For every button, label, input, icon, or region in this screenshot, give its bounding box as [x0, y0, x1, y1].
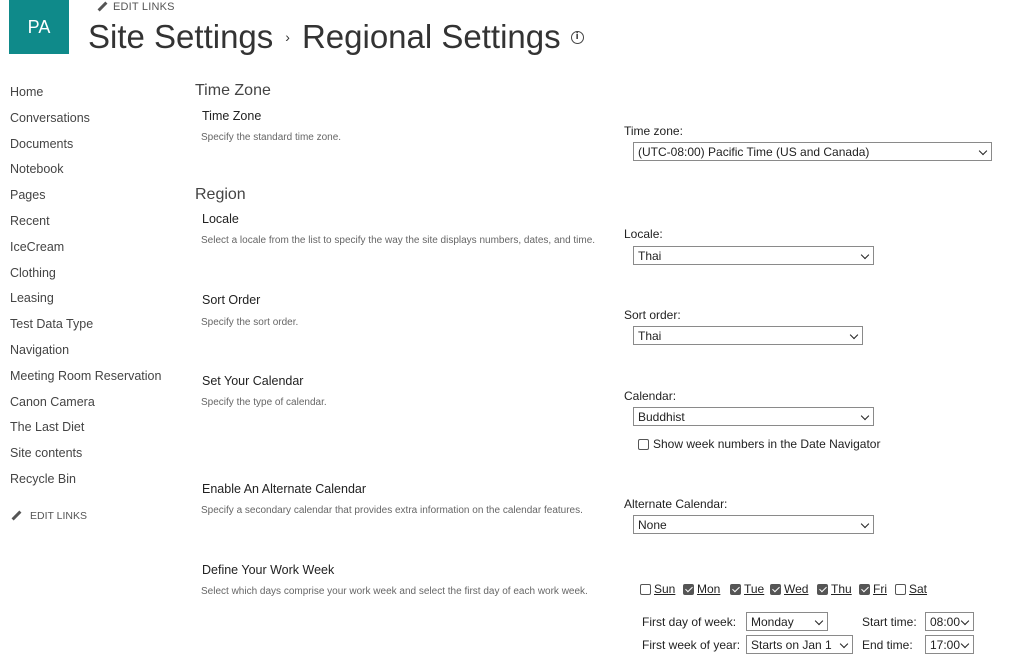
start-time-value: 08:00 — [930, 615, 961, 629]
time-zone-description: Specify the standard time zone. — [201, 132, 342, 143]
chevron-down-icon — [961, 617, 969, 625]
sidebar-item-notebook[interactable]: Notebook — [10, 162, 64, 177]
day-checkbox-tue[interactable] — [730, 584, 741, 595]
sort-order-value: Thai — [638, 329, 662, 343]
chevron-down-icon — [861, 251, 869, 259]
page-title: Regional Settings — [301, 18, 561, 55]
time-zone-section-heading: Time Zone — [195, 82, 271, 99]
work-week-title: Define Your Work Week — [202, 563, 335, 577]
sidebar-item-site-contents[interactable]: Site contents — [10, 446, 83, 461]
breadcrumb — [88, 18, 584, 56]
site-logo[interactable]: PA — [9, 0, 69, 54]
day-option-tue[interactable] — [730, 582, 764, 596]
info-icon[interactable]: i — [571, 31, 584, 44]
sidebar-item-leasing[interactable]: Leasing — [10, 291, 54, 306]
start-time-select[interactable] — [925, 612, 974, 631]
calendar-label: Calendar: — [624, 389, 677, 403]
day-option-wed[interactable] — [770, 582, 808, 596]
sidebar-item-icecream[interactable]: IceCream — [10, 239, 65, 254]
day-option-mon[interactable] — [683, 582, 720, 596]
sort-order-label: Sort order: — [624, 308, 681, 322]
week-numbers-checkbox[interactable] — [638, 439, 649, 450]
chevron-down-icon — [861, 412, 869, 420]
sidebar-item-conversations[interactable]: Conversations — [10, 110, 90, 125]
day-option-sun[interactable] — [640, 582, 675, 596]
time-zone-label: Time zone: — [624, 124, 683, 138]
day-option-fri[interactable] — [859, 582, 887, 596]
sidebar-item-pages[interactable]: Pages — [10, 188, 46, 203]
sidebar-item-clothing[interactable]: Clothing — [10, 265, 56, 280]
chevron-down-icon — [850, 331, 858, 339]
sidebar-item-canon-camera[interactable]: Canon Camera — [10, 394, 95, 409]
chevron-down-icon — [815, 617, 823, 625]
first-week-value: Starts on Jan 1 — [751, 638, 832, 652]
chevron-down-icon — [961, 640, 969, 648]
locale-label: Locale: — [624, 227, 663, 241]
work-week-description: Select which days comprise your work week and select the first day of each work week. — [201, 586, 588, 597]
alt-calendar-description: Specify a secondary calendar that provides extra information on the calendar features. — [201, 505, 583, 516]
pencil-icon — [12, 511, 22, 521]
start-time-label: Start time: — [862, 615, 917, 629]
day-label-sun: Sun — [654, 582, 676, 596]
day-label-sat: Sat — [909, 582, 928, 596]
time-zone-select[interactable] — [633, 142, 992, 161]
day-option-thu[interactable] — [817, 582, 852, 596]
sort-order-description: Specify the sort order. — [201, 317, 299, 328]
sidebar-item-documents[interactable]: Documents — [10, 136, 74, 151]
chevron-down-icon — [979, 147, 987, 155]
day-label-wed: Wed — [784, 582, 809, 596]
sidebar-item-meeting-room-reservation[interactable]: Meeting Room Reservation — [10, 368, 162, 383]
day-label-mon: Mon — [697, 582, 721, 596]
first-day-value: Monday — [751, 615, 794, 629]
day-option-sat[interactable] — [895, 582, 927, 596]
calendar-value: Buddhist — [638, 410, 685, 424]
alt-calendar-value: None — [638, 518, 667, 532]
day-checkbox-mon[interactable] — [683, 584, 694, 595]
first-week-select[interactable] — [746, 635, 853, 654]
day-checkbox-sat[interactable] — [895, 584, 906, 595]
region-section-heading: Region — [195, 186, 246, 203]
day-label-thu: Thu — [831, 582, 852, 596]
day-label-tue: Tue — [744, 582, 765, 596]
sidebar-item-home[interactable]: Home — [10, 85, 44, 99]
day-checkbox-thu[interactable] — [817, 584, 828, 595]
sidebar-edit-links[interactable] — [12, 510, 87, 522]
chevron-down-icon — [861, 520, 869, 528]
day-checkbox-fri[interactable] — [859, 584, 870, 595]
sidebar-item-navigation[interactable]: Navigation — [10, 342, 70, 357]
sidebar-item-test-data-type[interactable]: Test Data Type — [10, 317, 94, 332]
week-numbers-option[interactable] — [638, 437, 880, 451]
day-label-fri: Fri — [873, 582, 887, 596]
calendar-title: Set Your Calendar — [202, 374, 304, 388]
breadcrumb-site-settings[interactable]: Site Settings — [88, 18, 274, 55]
sidebar-item-recent[interactable]: Recent — [10, 213, 50, 228]
week-numbers-label: Show week numbers in the Date Navigator — [653, 437, 881, 451]
end-time-value: 17:00 — [930, 638, 961, 652]
pencil-icon — [98, 2, 108, 12]
end-time-select[interactable] — [925, 635, 974, 654]
quick-launch-nav — [10, 82, 161, 495]
calendar-select[interactable] — [633, 407, 874, 426]
day-checkbox-wed[interactable] — [770, 584, 781, 595]
alt-calendar-select[interactable] — [633, 515, 874, 534]
first-week-label: First week of year: — [642, 638, 741, 652]
first-day-select[interactable] — [746, 612, 828, 631]
first-day-label: First day of week: — [642, 615, 737, 629]
locale-description: Select a locale from the list to specify the way the site displays numbers, dates, and time. — [201, 235, 596, 246]
chevron-down-icon — [840, 640, 848, 648]
sort-order-title: Sort Order — [202, 293, 261, 307]
sort-order-select[interactable] — [633, 326, 863, 345]
top-edit-links-label: EDIT LINKS — [113, 1, 175, 13]
breadcrumb-separator: › — [285, 29, 290, 45]
top-edit-links[interactable] — [98, 1, 175, 13]
sidebar-item-the-last-diet[interactable]: The Last Diet — [10, 420, 85, 435]
locale-value: Thai — [638, 249, 662, 263]
locale-title: Locale — [202, 212, 239, 226]
alt-calendar-title: Enable An Alternate Calendar — [202, 482, 367, 496]
end-time-label: End time: — [862, 638, 913, 652]
time-zone-title: Time Zone — [202, 109, 262, 123]
locale-select[interactable] — [633, 246, 874, 265]
sidebar-item-recycle-bin[interactable]: Recycle Bin — [10, 471, 76, 486]
calendar-description: Specify the type of calendar. — [201, 397, 327, 408]
alt-calendar-label: Alternate Calendar: — [624, 497, 728, 511]
time-zone-value: (UTC-08:00) Pacific Time (US and Canada) — [638, 145, 870, 159]
sidebar-edit-links-label: EDIT LINKS — [30, 510, 87, 522]
day-checkbox-sun[interactable] — [640, 584, 651, 595]
